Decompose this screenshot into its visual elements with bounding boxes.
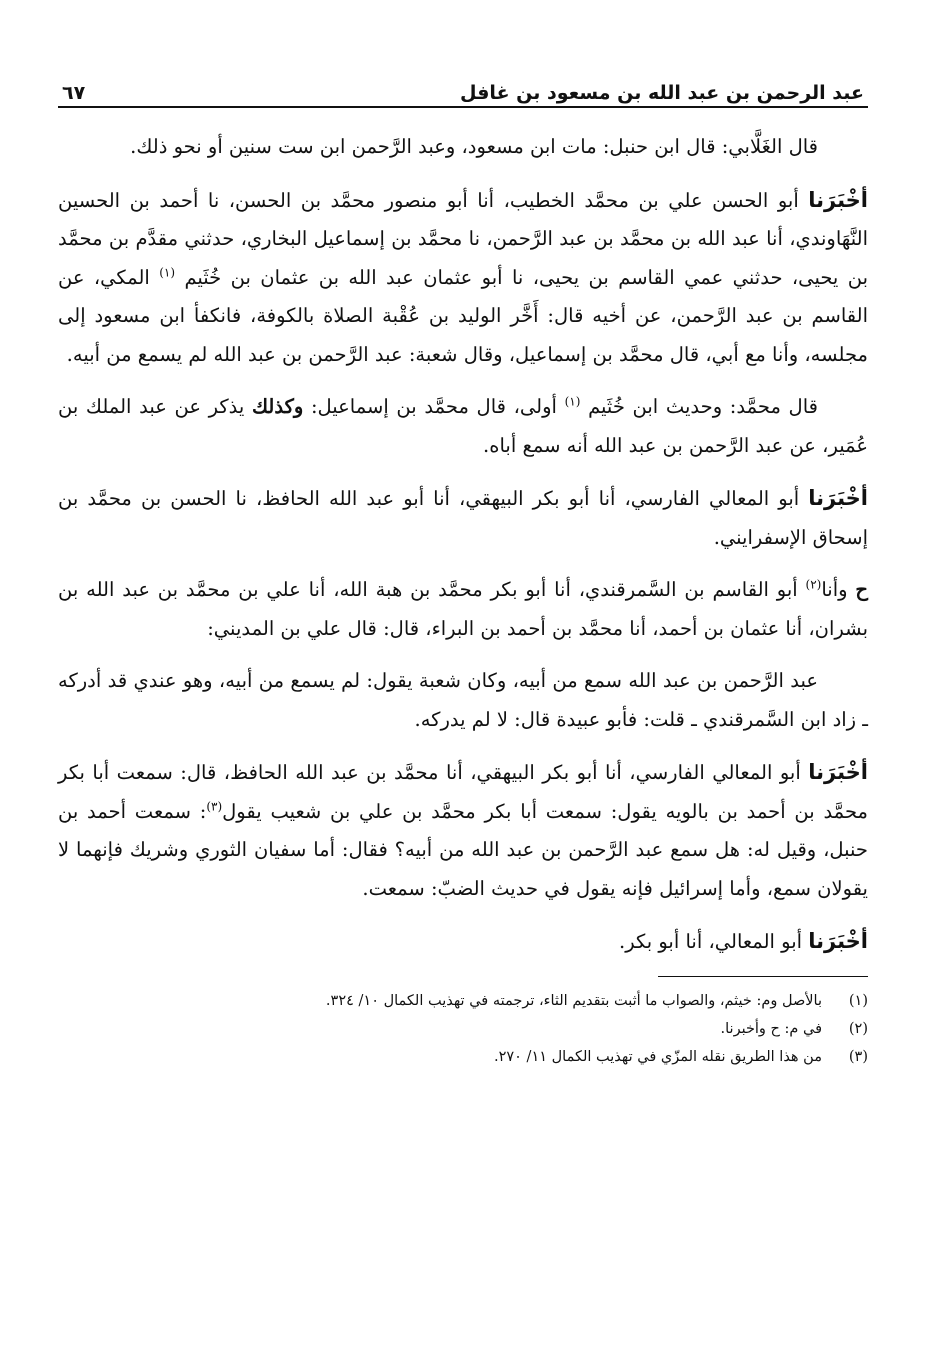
paragraph (58, 662, 868, 739)
main-text (58, 128, 868, 962)
text-run: وأنا (821, 578, 856, 601)
footnotes (58, 987, 868, 1071)
footnote-number: (٣) (848, 1048, 868, 1065)
akhbarana-keyword: أخْبَرَنا (808, 760, 868, 784)
header-rule (58, 106, 868, 108)
footnote-ref: (١) (159, 265, 176, 279)
footnote-number: (٢) (848, 1020, 868, 1037)
text-run: أبو المعالي، أنا أبو بكر. (619, 930, 809, 953)
footnote-ref: (٢) (805, 577, 822, 592)
bold-text: وكذلك (251, 395, 304, 418)
footnote-ref: (٣) (206, 799, 223, 813)
akhbarana-keyword: أخْبَرَنا (808, 486, 868, 510)
akhbarana-keyword: أخْبَرَنا (808, 929, 868, 953)
text-run: يذكر عن عبد الملك بن عُمَير، عن عبد الرَّحمن بن عبد الله أنه سمع أباه. (58, 395, 868, 457)
text-run: أبو المعالي الفارسي، أنا أبو بكر البيهقي، أنا محمَّد بن عبد الله الحافظ، قال: سمعت أبا بكر محمَّد بن أحمد بن بالويه يقول: سمعت أبا بكر محمَّد بن علي بن شعيب يقول (58, 761, 868, 823)
bold-text: ح (855, 578, 868, 601)
book-page (58, 62, 868, 1322)
page-number: ٦٧ (62, 82, 86, 104)
paragraph (58, 128, 868, 167)
text-run: أولى، قال محمَّد بن إسماعيل: (303, 395, 565, 418)
text-run: أبو المعالي الفارسي، أنا أبو بكر البيهقي، أنا أبو عبد الله الحافظ، نا الحسن بن محمَّد بن إسحاق الإسفرايني. (58, 487, 868, 549)
footnote-text: من هذا الطريق نقله المزّي في تهذيب الكمال ١١/ ٢٧٠. (493, 1048, 822, 1065)
paragraph (58, 479, 868, 557)
paragraph (58, 571, 868, 648)
akhbarana-keyword: أخْبَرَنا (808, 187, 868, 212)
paragraph (58, 181, 868, 375)
paragraph (58, 753, 868, 908)
footnote (58, 1043, 868, 1071)
paragraph (58, 388, 868, 465)
text-run: عبد الرَّحمن بن عبد الله سمع من أبيه، وكان شعبة يقول: لم يسمع من أبيه، وهو عندي قد أدركه ـ زاد ابن السَّمرقندي ـ قلت: فأبو عبيدة قال: لا لم يدركه. (58, 669, 868, 731)
running-header (58, 62, 868, 104)
text-run: أبو الحسن علي بن محمَّد الخطيب، أنا أبو منصور محمَّد بن الحسن، نا أحمد بن الحسين النَّهَاوندي، أنا عبد الله بن محمَّد بن عبد الرَّحمن، نا محمَّد بن إسماعيل البخاري، حدثني مقدَّم بن محمَّد بن يحيى، حدثني عمي القاسم بن يحيى، نا أبو عثمان عبد الله بن عثمان بن خُثَيم (58, 188, 869, 289)
footnote-number: (١) (848, 992, 868, 1009)
running-title: عبد الرحمن بن عبد الله بن مسعود بن غافل (460, 82, 864, 104)
footnote-ref: (١) (564, 394, 581, 409)
text-run: قال محمَّد: وحديث ابن خُثَيم (580, 395, 818, 418)
text-run: أبو القاسم بن السَّمرقندي، أنا أبو بكر محمَّد بن هبة الله، أنا علي بن محمَّد بن عبد الله بن بشران، أنا عثمان بن أحمد، أنا محمَّد بن أحمد بن البراء، قال: قال علي بن المديني: (58, 578, 868, 640)
footnote (58, 1015, 868, 1043)
text-run: : سمعت أحمد بن حنبل، وقيل له: هل سمع عبد الرَّحمن بن عبد الله من أبيه؟ فقال: أما سفيان الثوري وشريك فإنهما لا يقولان سمع، وأما إسرائيل فإنه يقول في حديث الضبّ: سمعت. (58, 799, 868, 900)
footnote-separator (658, 976, 868, 977)
footnote-text: في م: ح وأخبرنا. (720, 1020, 822, 1037)
paragraph (58, 922, 868, 962)
footnote-text: بالأصل وم: خيثم، والصواب ما أثبت بتقديم الثاء، ترجمته في تهذيب الكمال ١٠/ ٣٢٤. (325, 992, 822, 1009)
footnote (58, 987, 868, 1015)
text-run: قال الغَلَّابي: قال ابن حنبل: مات ابن مسعود، وعبد الرَّحمن ابن ست سنين أو نحو ذلك. (130, 135, 818, 158)
text-run: المكي، عن القاسم بن عبد الرَّحمن، عن أخيه قال: أَخَّر الوليد بن عُقْبة الصلاة بالكوفة، فانكفأ ابن مسعود إلى مجلسه، وأنا مع أبي، قال محمَّد بن إسماعيل، وقال شعبة: عبد الرَّحمن بن عبد الله لم يسمع من أبيه. (58, 265, 868, 366)
